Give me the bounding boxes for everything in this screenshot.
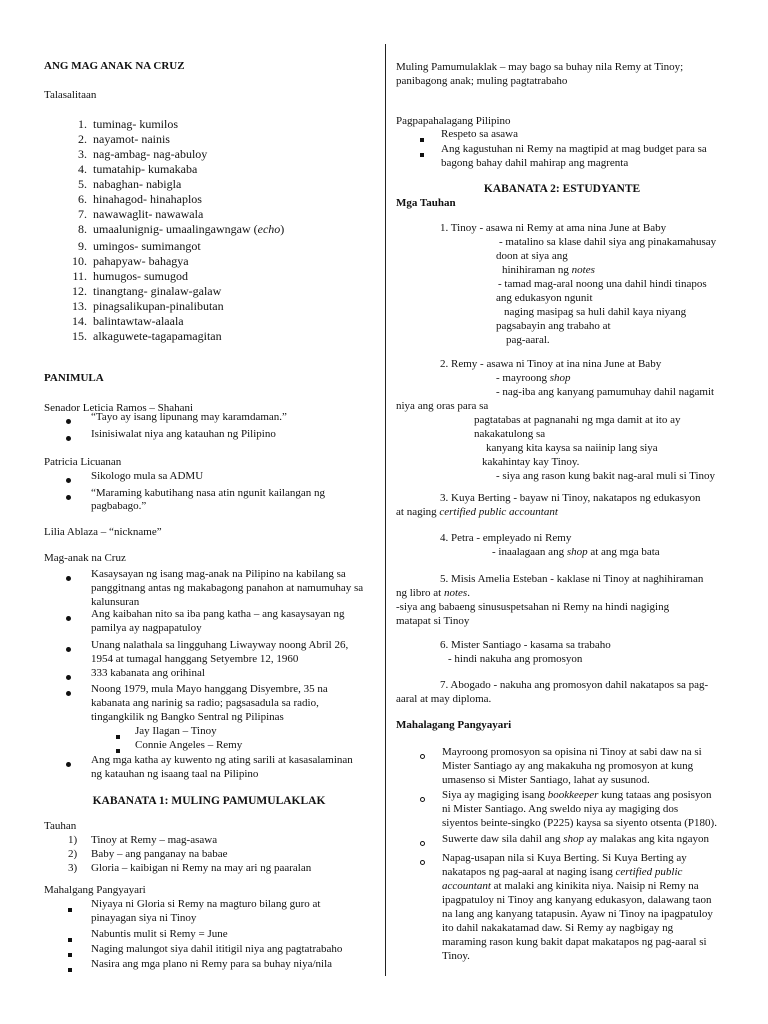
square-bullet-icon [420, 153, 424, 157]
square-bullet-icon [68, 968, 72, 972]
list-item: Respeto sa asawa [441, 128, 518, 140]
character-detail: at naging certified public accountant [396, 506, 558, 518]
cruz-heading: Mag-anak na Cruz [44, 552, 126, 564]
list-item: pagbabago.” [91, 500, 147, 512]
pangyayari-heading: Mahalgang Pangyayari [44, 884, 146, 896]
character-detail: - mayroong shop [496, 372, 571, 384]
document-title: ANG MAG ANAK NA CRUZ [44, 60, 185, 72]
circle-bullet-icon [420, 754, 425, 759]
ablaza-line: Lilia Ablaza – “nickname” [44, 526, 162, 538]
list-item: Suwerte daw sila dahil ang shop ay malakas ang kita ngayon [442, 833, 709, 845]
character-detail: matapat si Tinoy [396, 615, 470, 627]
vocab-list: 1. tuminag- kumilos 2. nayamot- nainis 3. nag-ambag- nag-abuloy 4. tumatahip- kumakaba 5. nabaghan- nabigla 6. hinahagod- hinahaplos 7. nawawaglit- nawawala 8. umaalunignig- umaalingawngaw (echo) 9. umingos- sumimangot 10. pahapyaw- bahagya 11. humugos- sumugod 12. tinangtang- ginalaw-galaw 13. pinagsalikupan-pinalibutan 14. balintawtaw-alaala 15. alkaguwete-tagapamagitan [72, 117, 285, 343]
list-item: Napag-usapan nila si Kuya Berting. Si Kuya Berting ay nakatapos ng pag-aaral at naging isang certified public accountant at malaki ang kinikita niya. Naisip ni Remy na ipagpatuloy ni Tinoy ang kanyang edukasyon, dalawang taon na lang ang kanyang tatapusin. Ayaw ni Tinoy na ipagpatuloy ito dahil nakakatamad daw. Si Remy ay nagbigay ng maraming rason kung bakit dapat makatapos ng pag-aaral si Tinoy. [442, 852, 713, 962]
square-bullet-icon [420, 138, 424, 142]
character-esteban: 5. Misis Amelia Esteban - kaklase ni Tinoy at naghihiraman [440, 573, 704, 585]
list-item: Jay Ilagan – Tinoy [135, 725, 217, 737]
list-item: Unang nalathala sa lingguhang Liwayway noong Abril 26, 1954 at tumagal hanggang Setyembre 12, 1960 [91, 639, 349, 665]
bullet-icon [66, 495, 71, 500]
character-detail: aaral at may diploma. [396, 693, 492, 705]
character-detail: -siya ang babaeng sinususpetsahan ni Remy na hindi nagiging [396, 601, 670, 613]
character-detail: ang edukasyon ngunit [496, 292, 593, 304]
bullet-icon [66, 691, 71, 696]
character-tinoy: 1. Tinoy - asawa ni Remy at ama nina June at Baby [440, 222, 667, 234]
list-item: Sikologo mula sa ADMU [91, 470, 204, 482]
intro-paragraph: Muling Pamumulaklak – may bago sa buhay nila Remy at Tinoy; panibagong anak; muling pagtatrabaho [396, 61, 684, 87]
bullet-icon [66, 647, 71, 652]
bullet-icon [66, 436, 71, 441]
list-item: Mayroong promosyon sa opisina ni Tinoy at sabi daw na si Mister Santiago ay ang makakuha ng promosyon at kung umasenso si Mister Santiago, lahat ay susunod. [442, 746, 702, 786]
square-bullet-icon [68, 953, 72, 957]
mahalagang-pangyayari-heading: Mahalagang Pangyayari [396, 719, 512, 731]
circle-bullet-icon [420, 860, 425, 865]
list-item: Isinisiwalat niya ang katauhan ng Pilipino [91, 428, 276, 440]
character-detail: - hindi nakuha ang promosyon [448, 653, 583, 665]
character-berting: 3. Kuya Berting - bayaw ni Tinoy, nakatapos ng edukasyon [440, 492, 701, 504]
circle-bullet-icon [420, 797, 425, 802]
kabanata-1-heading: KABANATA 1: MULING PAMUMULAKLAK [92, 795, 326, 807]
talasalitaan-heading: Talasalitaan [44, 89, 97, 101]
list-item: “Maraming kabutihang nasa atin ngunit kailangan ng [91, 487, 325, 499]
kabanata-2-heading: KABANATA 2: ESTUDYANTE [483, 183, 641, 195]
bullet-icon [66, 576, 71, 581]
bullet-icon [66, 762, 71, 767]
bullet-icon [66, 675, 71, 680]
list-item: Ang mga katha ay kuwento ng ating sarili at kasasalaminan ng katauhan ng isaang taal na Pilipino [91, 754, 353, 780]
licuanan-name: Patricia Licuanan [44, 456, 122, 468]
bullet-icon [66, 478, 71, 483]
list-item: Nabuntis mulit si Remy = June [91, 928, 228, 940]
panimula-heading: PANIMULA [44, 372, 104, 384]
character-remy: 2. Remy - asawa ni Tinoy at ina nina June at Baby [440, 358, 662, 370]
bullet-icon [66, 616, 71, 621]
list-item: Noong 1979, mula Mayo hanggang Disyembre, 35 na kabanata ang narinig sa radio; pagsasadula sa radio, tingangkilik ng Bangko Sentral ng Pilipinas [91, 683, 328, 723]
character-detail: kanyang kita kaysa sa naiinip lang siya [486, 442, 658, 454]
list-item: Siya ay magiging isang bookkeeper kung tataas ang posisyon ni Mister Santiago. Ang sweldo niya ay magiging dos siyentos beinte-singko (P225) kaysa sa siyento otsenta (P180). [442, 789, 717, 829]
character-detail: doon at siya ang [496, 250, 568, 262]
list-item: Nasira ang mga plano ni Remy para sa buhay niya/nila [91, 958, 333, 970]
character-detail: pagtatabas at pagnanahi ng mga damit at ito ay [474, 414, 681, 426]
list-item: Naging malungot siya dahil ititigil niya ang pagtatrabaho [91, 943, 343, 955]
character-abogado: 7. Abogado - nakuha ang promosyon dahil nakatapos sa pag- [440, 679, 709, 691]
character-detail: - inaalagaan ang shop at ang mga bata [492, 546, 660, 558]
bullet-icon [66, 419, 71, 424]
character-detail: ng libro at notes. [396, 587, 470, 599]
pagpapahalaga-heading: Pagpapahalagang Pilipino [396, 115, 511, 127]
mga-tauhan-heading: Mga Tauhan [396, 197, 456, 209]
character-detail: kakahintay kay Tinoy. [482, 456, 580, 468]
square-bullet-icon [68, 908, 72, 912]
square-bullet-icon [68, 938, 72, 942]
character-detail: naging masipag sa huli dahil kaya niyang [504, 306, 687, 318]
character-detail: - matalino sa klase dahil siya ang pinakamahusay [499, 236, 717, 248]
character-detail: - nag-iba ang kanyang pamumuhay dahil nagamit [496, 386, 715, 398]
character-detail: pag-aaral. [506, 334, 550, 346]
square-bullet-icon [116, 735, 120, 739]
list-item: Ang kaibahan nito sa iba pang katha – ang kasaysayan ng pamilya ay nagpapatuloy [91, 608, 345, 634]
character-detail: nakakatulong sa [474, 428, 546, 440]
circle-bullet-icon [420, 841, 425, 846]
character-petra: 4. Petra - empleyado ni Remy [440, 532, 572, 544]
list-item: Connie Angeles – Remy [135, 739, 243, 751]
tauhan-heading: Tauhan [44, 820, 77, 832]
column-divider [385, 44, 386, 976]
list-item: Niyaya ni Gloria si Remy na magturo bilang guro at pinayagan siya ni Tinoy [91, 898, 321, 924]
list-item: Kasaysayan ng isang mag-anak na Pilipino na kabilang sa panggitnang antas ng makabagong panahon at namumuhay sa kalunsuran [91, 568, 364, 608]
list-item: 333 kabanata ang orihinal [91, 667, 205, 679]
character-detail: hinihiraman ng notes [502, 264, 595, 276]
character-detail: niya ang oras para sa [396, 400, 489, 412]
character-detail: - siya ang rason kung bakit nag-aral muli si Tinoy [496, 470, 716, 482]
character-detail: - tamad mag-aral noong una dahil hindi tinapos [498, 278, 707, 290]
shahani-name: Senador Leticia Ramos – Shahani [44, 402, 194, 414]
character-detail: pagsabayin ang trabaho at [496, 320, 611, 332]
character-santiago: 6. Mister Santiago - kasama sa trabaho [440, 639, 611, 651]
list-item: “Tayo ay isang lipunang may karamdaman.” [91, 411, 287, 423]
list-item: Ang kagustuhan ni Remy na magtipid at mag budget para sa bagong bahay dahil mahirap ang magrenta [441, 143, 707, 169]
